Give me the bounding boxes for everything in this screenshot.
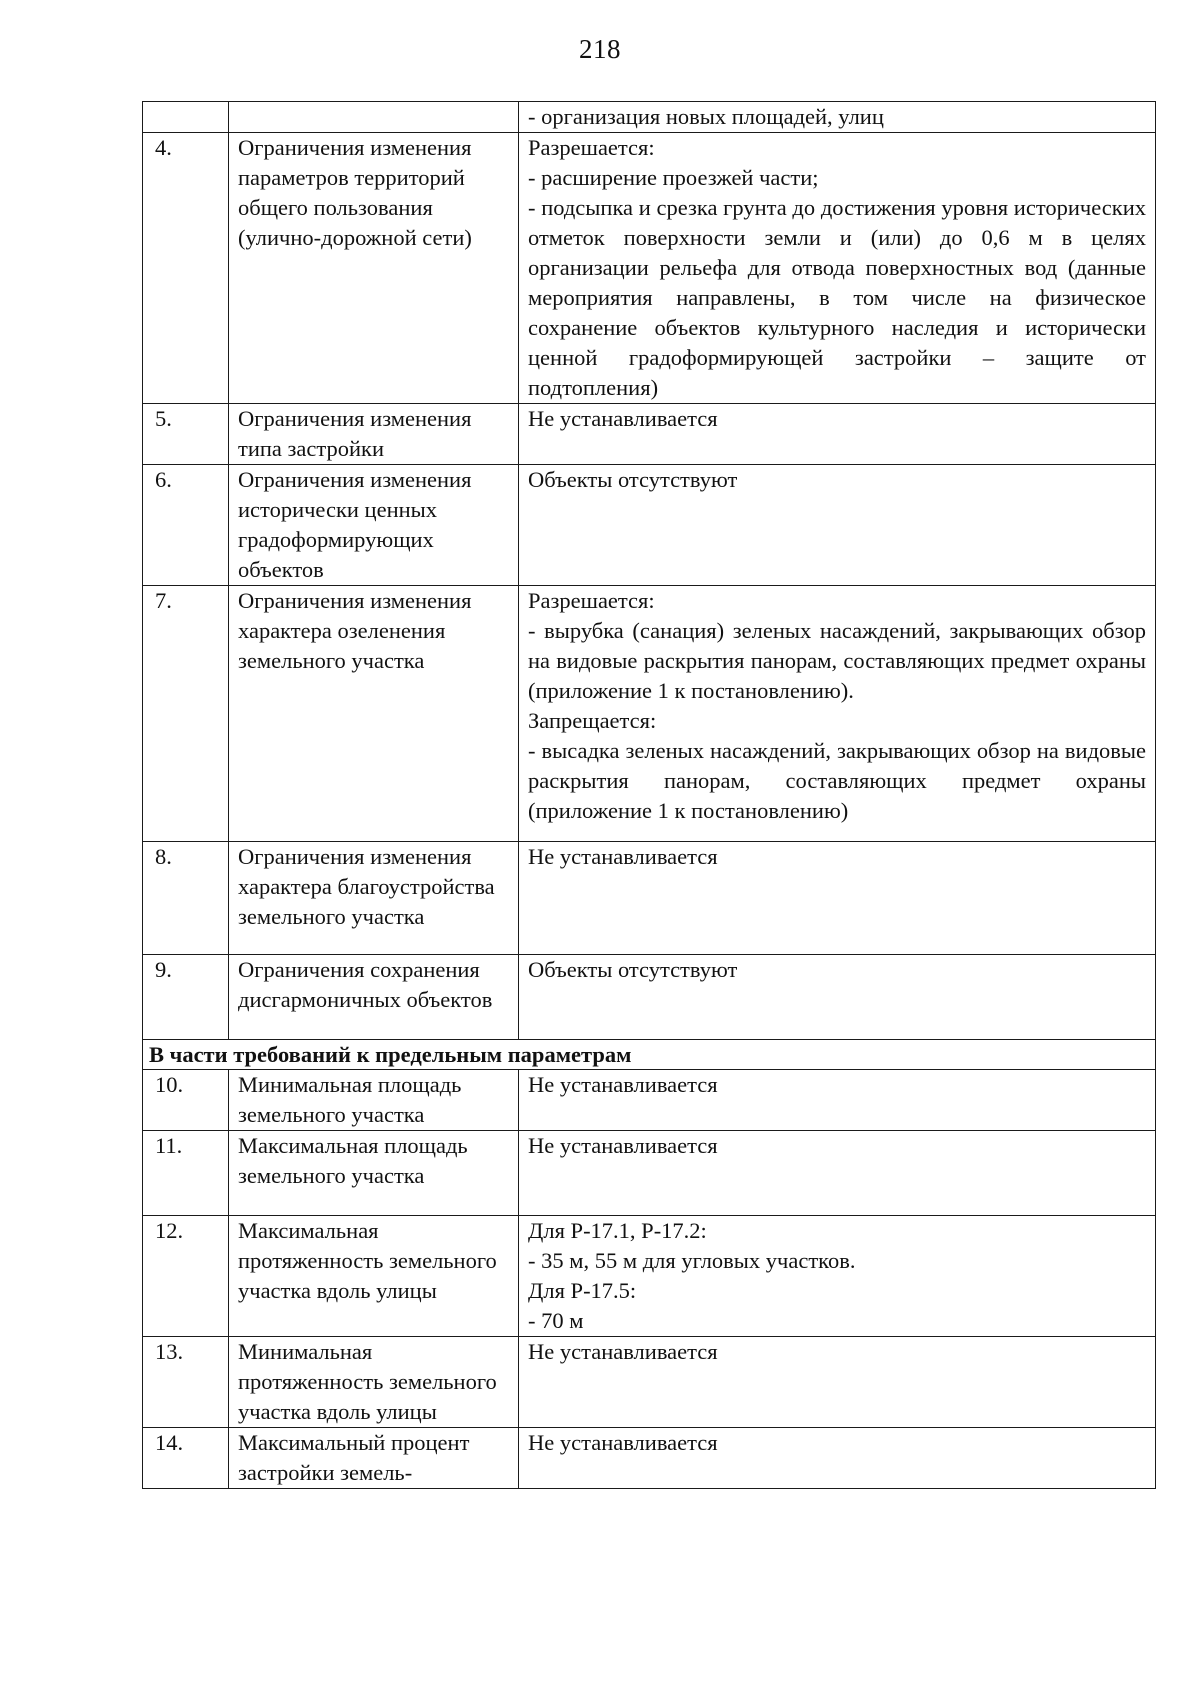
row-name: Максимальная площадь земельного участка xyxy=(229,1131,519,1216)
row-name: Ограничения изменения исторически ценных градоформирующих объектов xyxy=(229,465,519,586)
page-number: 218 xyxy=(579,34,621,64)
row-value: Не устанавливается xyxy=(519,1428,1156,1489)
row-name: Ограничения изменения характера озеленения земельного участка xyxy=(229,586,519,842)
table-row xyxy=(143,842,1156,955)
regulations-table xyxy=(142,101,1156,1489)
row-name: Минимальная площадь земельного участка xyxy=(229,1070,519,1131)
table-row xyxy=(143,1337,1156,1428)
row-name: Ограничения изменения типа застройки xyxy=(229,404,519,465)
row-name: Ограничения сохранения дисгармоничных объектов xyxy=(229,955,519,1040)
row-value: Объекты отсутствуют xyxy=(519,465,1156,586)
table-row xyxy=(143,955,1156,1040)
section-row xyxy=(143,1040,1156,1070)
row-number: 8. xyxy=(143,842,229,955)
table-body xyxy=(143,102,1156,1489)
row-number: 12. xyxy=(143,1216,229,1337)
row-name: Ограничения изменения характера благоустройства земельного участка xyxy=(229,842,519,955)
table-row xyxy=(143,102,1156,133)
row-number: 7. xyxy=(143,586,229,842)
row-value: - организация новых площадей, улиц xyxy=(519,102,1156,133)
row-value: Не устанавливается xyxy=(519,842,1156,955)
row-number: 10. xyxy=(143,1070,229,1131)
table-row xyxy=(143,1131,1156,1216)
row-value: Не устанавливается xyxy=(519,1070,1156,1131)
table-row xyxy=(143,1216,1156,1337)
row-value: Не устанавливается xyxy=(519,404,1156,465)
row-name: Минимальная протяженность земельного участка вдоль улицы xyxy=(229,1337,519,1428)
row-name: Ограничения изменения параметров территорий общего пользования (улично-дорожной сети) xyxy=(229,133,519,404)
row-value: Не устанавливается xyxy=(519,1337,1156,1428)
row-value: Для Р-17.1, Р-17.2: - 35 м, 55 м для угловых участков. Для Р-17.5: - 70 м xyxy=(519,1216,1156,1337)
row-number: 9. xyxy=(143,955,229,1040)
row-value: Объекты отсутствуют xyxy=(519,955,1156,1040)
table-row xyxy=(143,465,1156,586)
row-number: 14. xyxy=(143,1428,229,1489)
row-number: 13. xyxy=(143,1337,229,1428)
row-name: Максимальный процент застройки земель- xyxy=(229,1428,519,1489)
row-value: Разрешается: - вырубка (санация) зеленых насаждений, закрывающих обзор на видовые раскрытия панорам, составляющих предмет охраны (приложение 1 к постановлению). Запрещается: - высадка зеленых насаждений, закрывающих обзор на видовые раскрытия панорам, составляющих предмет охраны (приложение 1 к постановлению) xyxy=(519,586,1156,842)
table-row xyxy=(143,1428,1156,1489)
row-name: Максимальная протяженность земельного участка вдоль улицы xyxy=(229,1216,519,1337)
table-row xyxy=(143,404,1156,465)
row-number: 11. xyxy=(143,1131,229,1216)
row-number: 5. xyxy=(143,404,229,465)
row-name xyxy=(229,102,519,133)
row-value: Не устанавливается xyxy=(519,1131,1156,1216)
row-number xyxy=(143,102,229,133)
table-row xyxy=(143,133,1156,404)
section-title: В части требований к предельным параметрам xyxy=(143,1040,1156,1070)
table-row xyxy=(143,1070,1156,1131)
row-value: Разрешается: - расширение проезжей части; - подсыпка и срезка грунта до достижения уровня исторических отметок поверхности земли и (или) до 0,6 м в целях организации рельефа для отвода поверхностных вод (данные мероприятия направлены, в том числе на физическое сохранение объектов культурного наследия и исторически ценной градоформирующей застройки – защите от подтопления) xyxy=(519,133,1156,404)
table-row xyxy=(143,586,1156,842)
row-number: 6. xyxy=(143,465,229,586)
row-number: 4. xyxy=(143,133,229,404)
